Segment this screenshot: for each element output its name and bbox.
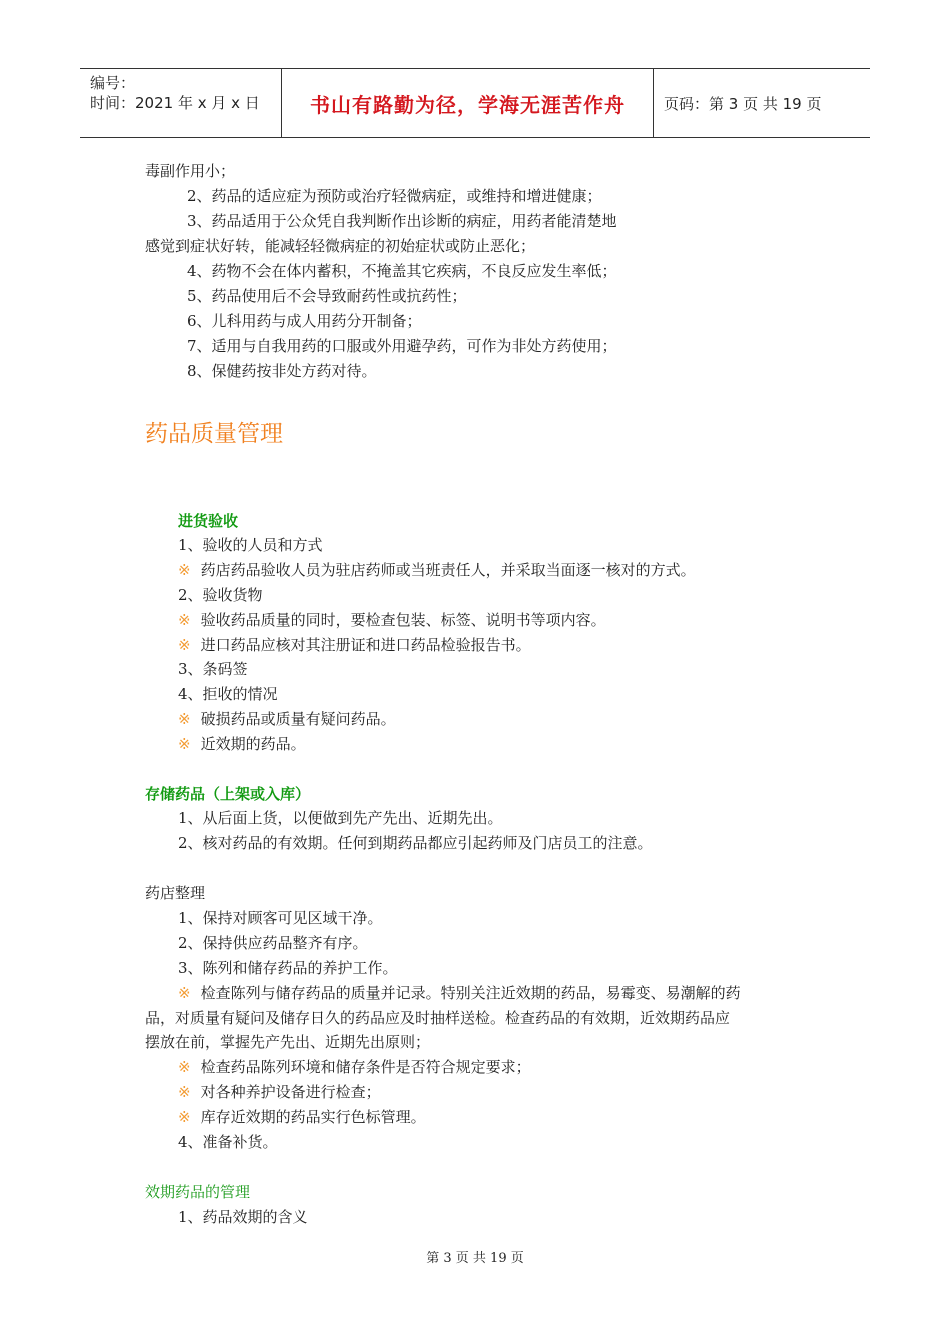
section-title: 药品质量管理 (145, 421, 283, 447)
bullet-icon: ※ (178, 561, 191, 579)
header-motto-cell (282, 69, 654, 137)
subheading-expiry: 效期药品的管理 (145, 1183, 251, 1201)
motto: 书山有路勤为径，学海无涯苦作舟 (310, 92, 625, 117)
page-info: 页码：第 3 页 共 19 页 (664, 94, 822, 113)
tidy-line: 2、保持供应药品整齐有序。 (178, 934, 368, 952)
storage-line: 1、从后面上货，以便做到先产先出、近期先出。 (178, 809, 503, 827)
bullet-icon: ※ (178, 1108, 191, 1126)
receiving-line: 破损药品或质量有疑问药品。 (200, 710, 396, 728)
intro-line: 2、药品的适应症为预防或治疗轻微病症，或维持和增进健康； (187, 187, 602, 205)
tidy-bullet-line (178, 1107, 426, 1127)
intro-line: 毒副作用小； (145, 162, 236, 180)
document-header (80, 68, 870, 138)
intro-line: 感觉到症状好转，能减轻轻微病症的初始症状或防止恶化； (145, 237, 536, 255)
header-page-cell (654, 69, 870, 137)
receiving-line: 近效期的药品。 (200, 735, 306, 753)
receiving-line: 4、拒收的情况 (178, 685, 278, 703)
intro-line: 7、适用与自我用药的口服或外用避孕药，可作为非处方药使用； (187, 337, 617, 355)
bullet-icon: ※ (178, 710, 191, 728)
code-label: 编号： (90, 74, 136, 92)
intro-line: 8、保健药按非处方药对待。 (187, 362, 377, 380)
bullet-icon: ※ (178, 1058, 191, 1076)
tidy-line: 1、保持对顾客可见区域干净。 (178, 909, 383, 927)
intro-line: 3、药品适用于公众凭自我判断作出诊断的病症，用药者能清楚地 (187, 212, 617, 230)
receiving-bullet-line (178, 560, 696, 580)
tidy-bullet-line (178, 983, 741, 1003)
receiving-bullet-line (178, 734, 306, 754)
storage-line: 2、核对药品的有效期。任何到期药品都应引起药师及门店员工的注意。 (178, 834, 653, 852)
tidy-bullet-line (178, 1082, 381, 1102)
header-meta (80, 69, 282, 137)
bullet-icon: ※ (178, 611, 191, 629)
receiving-line: 进口药品应核对其注册证和进口药品检验报告书。 (200, 636, 531, 654)
subheading-tidy: 药店整理 (145, 884, 206, 902)
bullet-icon: ※ (178, 1083, 191, 1101)
receiving-bullet-line (178, 635, 531, 655)
subheading-receiving: 进货验收 (178, 512, 239, 530)
tidy-line: 摆放在前，掌握先产先出、近期先出原则； (145, 1033, 431, 1051)
bullet-icon: ※ (178, 984, 191, 1002)
intro-line: 6、儿科用药与成人用药分开制备； (187, 312, 422, 330)
receiving-line: 1、验收的人员和方式 (178, 536, 323, 554)
tidy-line: 对各种养护设备进行检查； (200, 1083, 381, 1101)
tidy-line: 检查陈列与储存药品的质量并记录。特别关注近效期的药品，易霉变、易潮解的药 (200, 984, 741, 1002)
receiving-bullet-line (178, 610, 606, 630)
expiry-line: 1、药品效期的含义 (178, 1208, 308, 1226)
receiving-line: 验收药品质量的同时，要检查包装、标签、说明书等项内容。 (200, 611, 606, 629)
tidy-bullet-line (178, 1057, 531, 1077)
tidy-line: 品，对质量有疑问及储存日久的药品应及时抽样送检。检查药品的有效期，近效期药品应 (145, 1009, 731, 1027)
tidy-line: 库存近效期的药品实行色标管理。 (200, 1108, 426, 1126)
receiving-line: 药店药品验收人员为驻店药师或当班责任人，并采取当面逐一核对的方式。 (200, 561, 696, 579)
receiving-bullet-line (178, 709, 396, 729)
page-footer: 第 3 页 共 19 页 (426, 1251, 524, 1266)
time-label: 时间：2021 年 x 月 x 日 (90, 94, 260, 112)
tidy-line: 检查药品陈列环境和储存条件是否符合规定要求； (200, 1058, 531, 1076)
receiving-line: 3、条码签 (178, 660, 248, 678)
intro-line: 5、药品使用后不会导致耐药性或抗药性； (187, 287, 467, 305)
tidy-line: 3、陈列和储存药品的养护工作。 (178, 959, 398, 977)
bullet-icon: ※ (178, 735, 191, 753)
bullet-icon: ※ (178, 636, 191, 654)
receiving-line: 2、验收货物 (178, 586, 263, 604)
tidy-line: 4、准备补货。 (178, 1133, 278, 1151)
subheading-storage: 存储药品（上架或入库） (145, 785, 311, 803)
intro-line: 4、药物不会在体内蓄积，不掩盖其它疾病，不良反应发生率低； (187, 262, 617, 280)
